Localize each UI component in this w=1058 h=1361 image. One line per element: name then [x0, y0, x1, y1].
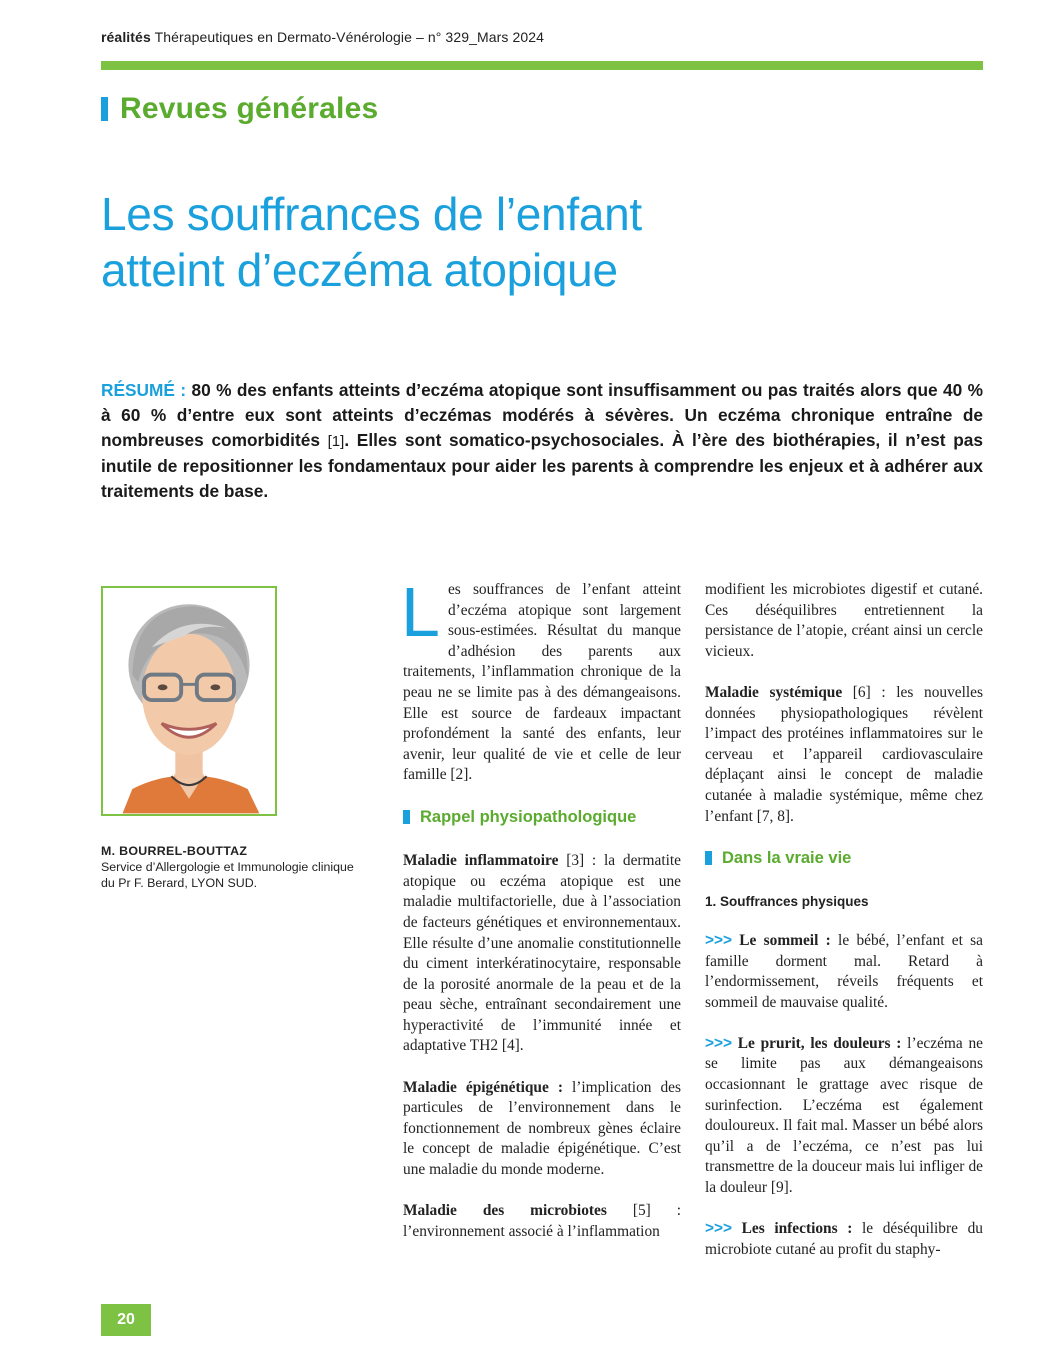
term-microbiotes: Maladie des microbiotes [403, 1202, 607, 1220]
subheading-marker [403, 810, 410, 824]
author-name: M. BOURREL-BOUTTAZ [101, 844, 248, 858]
running-header [101, 29, 544, 45]
term-inflammatoire: Maladie inflammatoire [403, 852, 559, 870]
title-line-2: atteint d’eczéma atopique [101, 244, 618, 296]
journal-brand: réalités [101, 29, 151, 45]
author-affiliation-2: du Pr F. Berard, LYON SUD. [101, 876, 258, 890]
subheading-marker [705, 851, 712, 865]
abstract-text-1: 80 % des enfants atteints d’eczéma atopique sont insuffisamment ou pas traités alors que 40 % à 60 % d’entre eux sont atteints d’eczémas modérés à sévères. Un eczéma chronique entraîne de nombreuses comorbidités [101, 380, 983, 450]
subheading-vraie-vie [705, 848, 983, 869]
subheading-text: Dans la vraie vie [722, 848, 852, 867]
term-infections: Les infections : [731, 1220, 853, 1238]
term-systemique: Maladie systémique [705, 683, 843, 701]
author-affiliation-1: Service d’Allergologie et Immunologie clinique [101, 860, 354, 874]
intro-text: es souffrances de l’enfant atteint d’eczéma atopique sont largement sous-estimées. Résultat du manque d’adhésion des parents aux traitements, l’inflammation chronique de la peau ne se limite pas à des démangeaisons. Elle est source de fardeaux impactant profondément la santé des enfants, leur avenir, leur qualité de vie et celle de leur famille [2]. [403, 581, 681, 784]
author-portrait-illustration [103, 588, 275, 814]
text-microbiotes: [5] : l’environnement associé à l’inflammation [403, 1202, 682, 1240]
item-sommeil [705, 931, 983, 1013]
item-infections [705, 1219, 983, 1260]
term-epigenetique: Maladie épigénétique : [403, 1078, 563, 1096]
term-prurit: Le prurit, les douleurs : [731, 1034, 902, 1052]
section-label [101, 92, 378, 126]
title-line-1: Les souffrances de l’enfant [101, 188, 642, 240]
author-block [101, 843, 371, 891]
minihead-souffrances: 1. Souffrances physiques [705, 894, 869, 910]
term-sommeil: Le sommeil : [731, 931, 831, 949]
text-systemique: [6] : les nouvelles données physiopathologiques révèlent l’impact des protéines inflammatoires sur le cerveau et l’appareil cardiovasculaire déplaçant ainsi le concept de maladie cutanée à maladie systémique, même chez l’enfant [7, 8]. [705, 683, 983, 825]
abstract [101, 378, 983, 504]
column-3 [705, 580, 983, 1281]
subheading-rappel [403, 807, 681, 828]
drop-cap: L [401, 573, 440, 651]
column-2 [401, 573, 682, 1263]
item-prurit [705, 1034, 983, 1199]
chevron-marker: >>> [705, 1034, 732, 1052]
chevron-marker: >>> [705, 931, 732, 949]
paragraph-epigenetique [403, 1078, 681, 1181]
abstract-text-2: . Elles sont somatico-psychosociales. À l’ère des biothérapies, il n’est pas inutile de repositionner les fondamentaux pour aider les parents à comprendre les enjeux et à adhérer aux traitements de base. [101, 430, 983, 501]
text-prurit: l’eczéma ne se limite pas aux démangeaisons occasionnant le grattage avec risque de surinfection. L’eczéma est également douloureux. Il fait mal. Masser un bébé alors qu’il a de l’eczéma, ce n’est pas lui transmettre de la douceur mais lui infliger de la douleur [9]. [705, 1034, 983, 1197]
paragraph-systemique [705, 683, 983, 827]
abstract-ref: [1] [327, 433, 345, 450]
paragraph-microbiotes-cont: modifient les microbiotes digestif et cutané. Ces déséquilibres entretiennent la persistance de l’atopie, créant ainsi un cercle vicieux. [705, 581, 983, 660]
page-number: 20 [101, 1304, 151, 1336]
abstract-label: RÉSUMÉ : [101, 380, 187, 400]
paragraph-microbiotes [403, 1201, 681, 1242]
text-epigenetique: l’implication des particules de l’environnement dans le fonctionnement de nombreux gènes éclaire le concept de maladie épigénétique. C’est une maladie du monde moderne. [403, 1078, 681, 1179]
subheading-text: Rappel physiopathologique [420, 807, 637, 826]
header-rule [101, 61, 983, 70]
text-sommeil: le bébé, l’enfant et sa famille dorment mal. Retard à l’endormissement, réveils fréquents et sommeil de mauvaise qualité. [705, 931, 983, 1011]
text-infections: le déséquilibre du microbiote cutané au profit du staphy- [705, 1220, 983, 1258]
journal-issue: Thérapeutiques en Dermato-Vénérologie – n° 329_Mars 2024 [150, 29, 545, 45]
intro-paragraph [401, 573, 681, 786]
section-bar [101, 97, 108, 121]
section-title: Revues générales [120, 92, 379, 125]
author-photo [101, 586, 277, 816]
paragraph-inflammatoire [403, 851, 681, 1057]
text-inflammatoire: [3] : la dermatite atopique ou eczéma atopique est une maladie multifactorielle, due à l’association de facteurs génétiques et environnementaux. Elle résulte d’une anomalie constitutionnelle du ciment interkératinocytaire, responsable de la porosité anormale de la peau et de la peau sèche, entraînant secondairement une hyperactivité de l’immunité innée et adaptative TH2 [4]. [403, 852, 681, 1055]
chevron-marker: >>> [705, 1220, 732, 1238]
article-title [101, 186, 961, 298]
